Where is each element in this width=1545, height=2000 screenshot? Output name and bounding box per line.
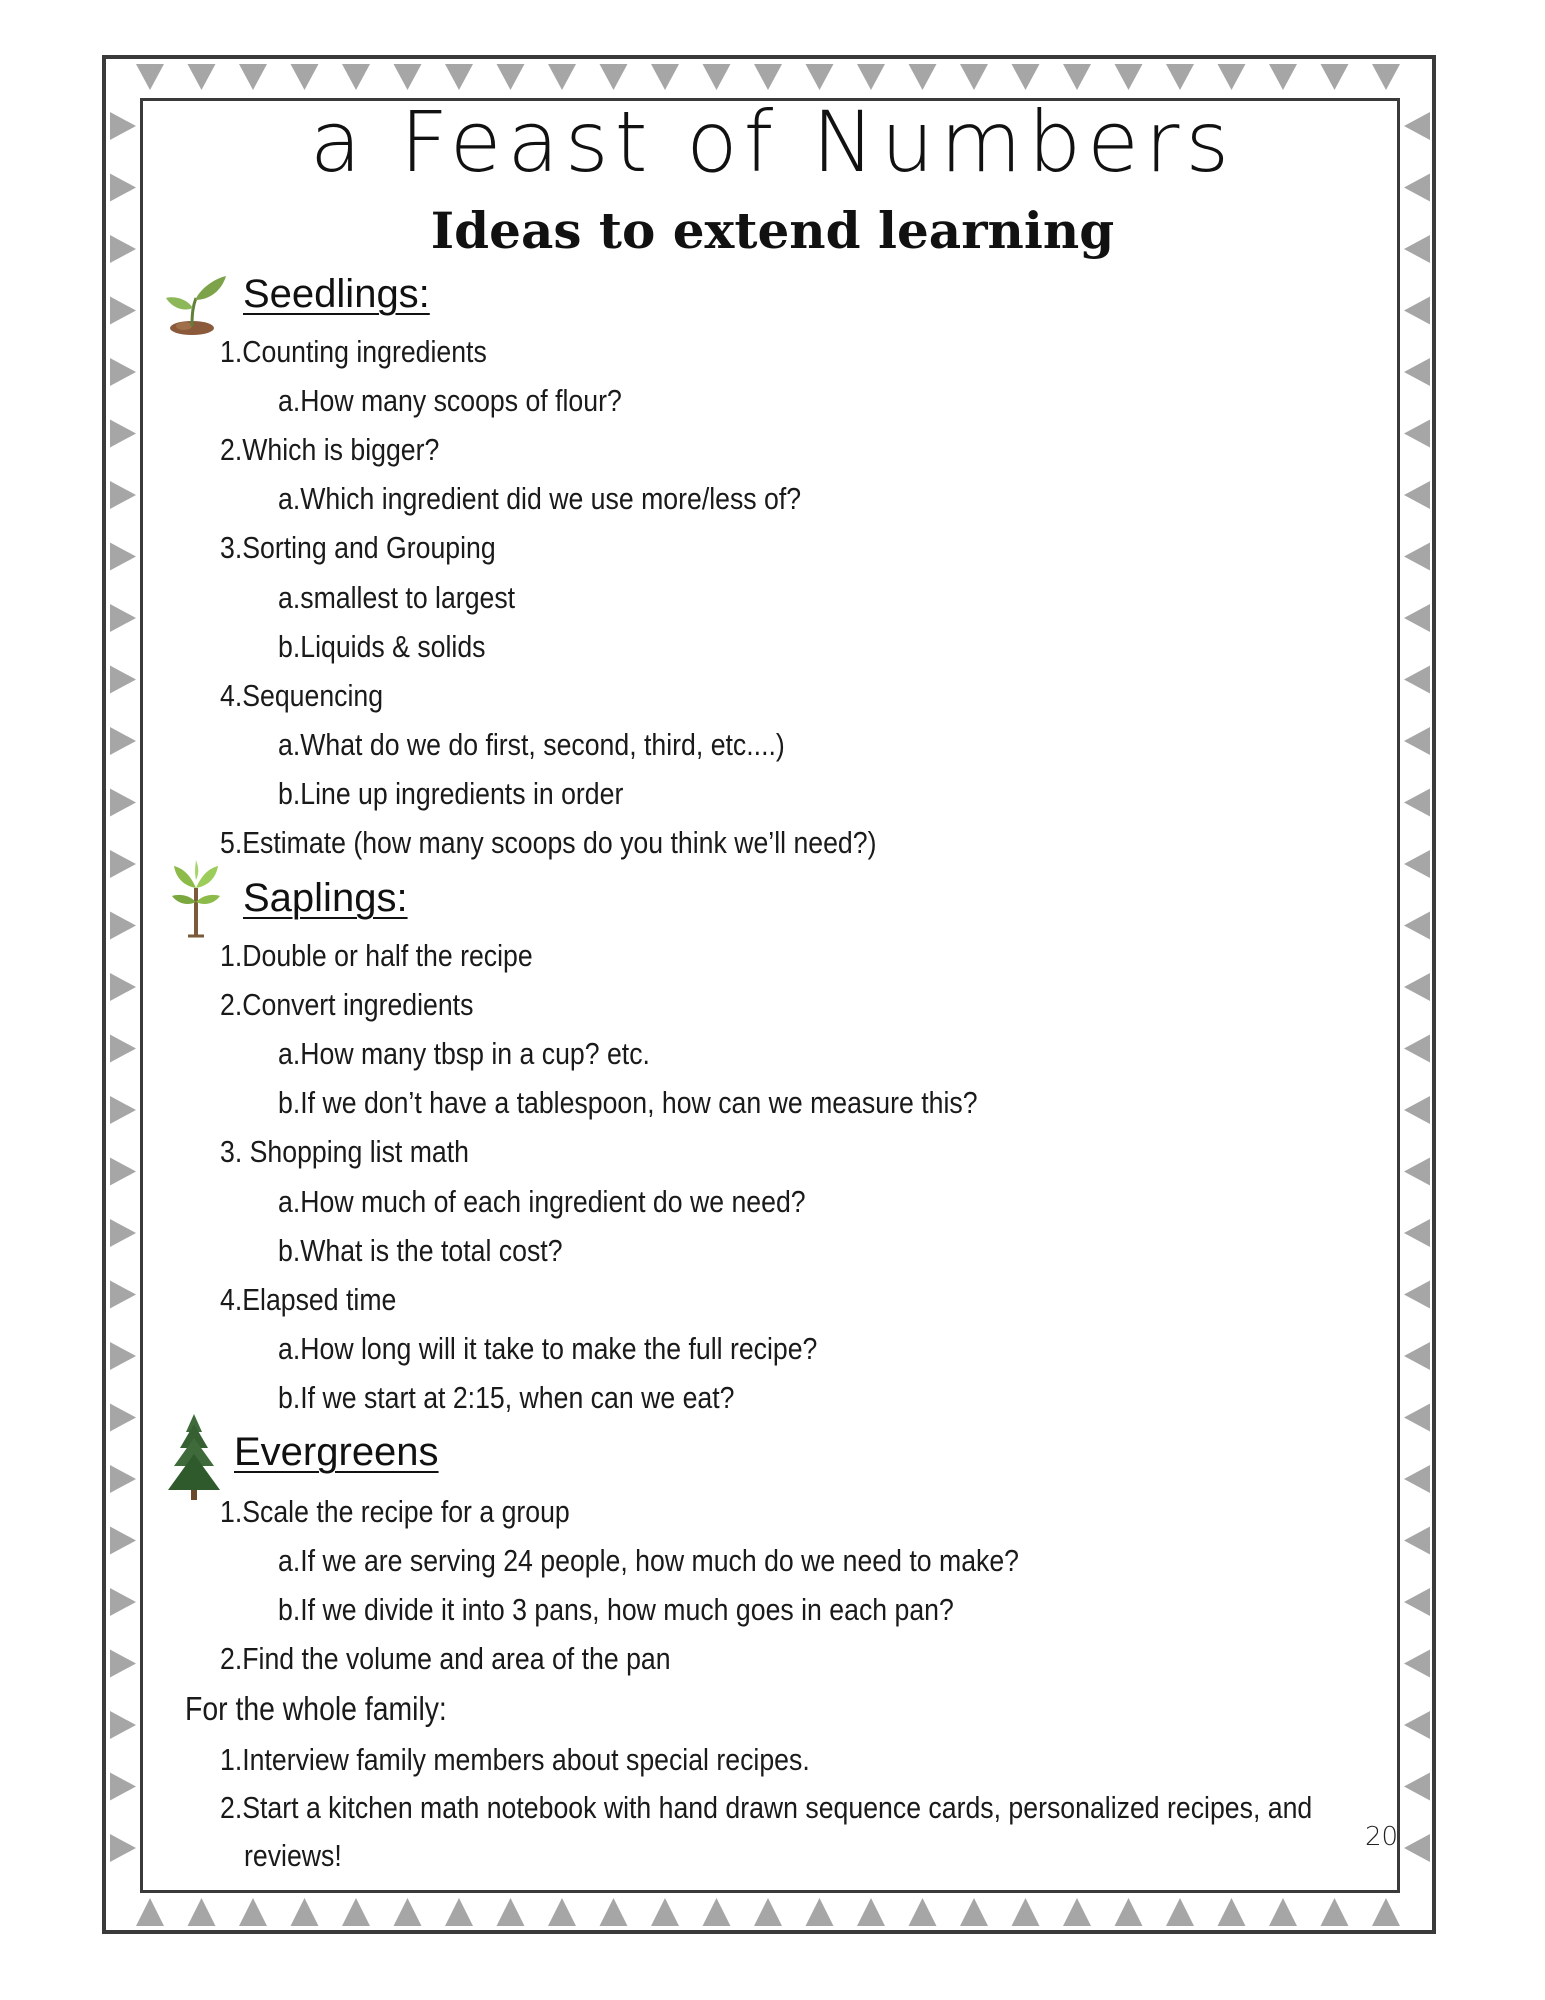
list-item	[220, 1281, 397, 1317]
sub-list-item	[278, 1543, 1020, 1579]
list-marker: b.	[278, 1085, 301, 1121]
list-item	[220, 1134, 469, 1170]
list-marker: 2.	[220, 987, 243, 1023]
list-item	[220, 1792, 1312, 1823]
list-marker: 1.	[220, 1494, 243, 1529]
list-text: Convert ingredients	[242, 987, 474, 1023]
list-text: What do we do first, second, third, etc....)	[300, 726, 785, 762]
list-text: Scale the recipe for a group	[242, 1494, 570, 1529]
list-marker: a.	[278, 1183, 301, 1219]
list-text: Which ingredient did we use more/less of?	[300, 481, 802, 517]
list-item	[220, 1496, 570, 1527]
list-marker: 2.	[220, 432, 243, 468]
list-text: Counting ingredients	[242, 334, 487, 369]
family-heading: For the whole family:	[185, 1690, 447, 1727]
list-marker: a.	[278, 1036, 301, 1072]
list-text: Interview family members about special recipes.	[242, 1742, 810, 1777]
list-text: Estimate (how many scoops do you think we’ll need?)	[242, 825, 877, 860]
list-marker: a.	[278, 1543, 301, 1579]
page-title: a Feast of Numbers	[309, 93, 1236, 191]
page-subtitle: Ideas to extend learning	[430, 201, 1115, 260]
list-marker: a.	[278, 383, 301, 419]
list-item	[220, 1641, 671, 1677]
list-marker: b.	[278, 1592, 301, 1628]
sapling-icon	[168, 858, 224, 938]
list-text: If we are serving 24 people, how much do we need to make?	[300, 1543, 1020, 1579]
list-marker: b.	[278, 775, 301, 811]
list-marker: a.	[278, 579, 301, 615]
list-text: Elapsed time	[242, 1281, 397, 1317]
list-text: What is the total cost?	[300, 1232, 563, 1268]
list-text: smallest to largest	[300, 579, 516, 615]
list-text: If we divide it into 3 pans, how much goes in each pan?	[300, 1592, 954, 1628]
evergreen-tree-icon	[164, 1412, 224, 1502]
sub-list-item	[278, 1330, 818, 1366]
list-text: reviews!	[244, 1838, 342, 1873]
list-text: Which is bigger?	[242, 432, 440, 468]
sub-list-item	[278, 579, 516, 615]
list-text: How many tbsp in a cup? etc.	[300, 1036, 650, 1072]
list-marker: 5.	[220, 825, 243, 860]
list-marker: 4.	[220, 677, 243, 713]
list-item	[220, 432, 440, 468]
sub-list-item	[278, 775, 624, 811]
list-marker: 3.	[220, 1134, 243, 1170]
list-marker: 1.	[220, 334, 243, 369]
list-text: Liquids & solids	[300, 628, 486, 664]
seedlings-heading: Seedlings:	[243, 272, 430, 316]
sub-list-item	[278, 1592, 954, 1628]
list-text: Sequencing	[242, 677, 384, 713]
list-marker: 2.	[220, 1641, 243, 1677]
sub-list-item	[278, 481, 802, 517]
seedling-icon	[162, 268, 232, 338]
list-marker: b.	[278, 1232, 301, 1268]
sub-list-item	[278, 628, 486, 664]
list-marker: 3.	[220, 530, 243, 566]
list-text: How many scoops of flour?	[300, 383, 622, 419]
list-text: If we start at 2:15, when can we eat?	[300, 1379, 735, 1415]
list-text: How much of each ingredient do we need?	[300, 1183, 806, 1219]
list-text: Find the volume and area of the pan	[242, 1641, 671, 1677]
list-item	[220, 530, 496, 566]
list-item	[220, 940, 533, 971]
list-item	[244, 1840, 342, 1871]
list-marker: a.	[278, 726, 301, 762]
list-marker: 4.	[220, 1281, 243, 1317]
list-item	[220, 987, 474, 1023]
sub-list-item	[278, 383, 622, 419]
sub-list-item	[278, 1085, 978, 1121]
list-item	[220, 677, 384, 713]
list-marker: 1.	[220, 938, 243, 973]
list-text: How long will it take to make the full recipe?	[300, 1330, 818, 1366]
list-text: Double or half the recipe	[242, 938, 533, 973]
list-text: If we don’t have a tablespoon, how can we measure this?	[300, 1085, 978, 1121]
list-marker: b.	[278, 1379, 301, 1415]
sub-list-item	[278, 1232, 563, 1268]
list-item	[220, 336, 487, 367]
sub-list-item	[278, 1183, 806, 1219]
list-text: Line up ingredients in order	[300, 775, 624, 811]
list-text: Start a kitchen math notebook with hand drawn sequence cards, personalized recipes, and	[242, 1790, 1313, 1825]
list-marker: a.	[278, 481, 301, 517]
list-marker: 1.	[220, 1742, 243, 1777]
list-text: Shopping list math	[242, 1134, 469, 1170]
list-item	[220, 827, 876, 858]
list-marker: b.	[278, 628, 301, 664]
list-marker: 2.	[220, 1790, 243, 1825]
sub-list-item	[278, 726, 785, 762]
sub-list-item	[278, 1036, 650, 1072]
list-marker: a.	[278, 1330, 301, 1366]
page-number: 20	[1365, 1822, 1399, 1852]
saplings-heading: Saplings:	[243, 876, 408, 920]
list-item	[220, 1744, 810, 1775]
evergreens-heading: Evergreens	[234, 1430, 439, 1474]
sub-list-item	[278, 1379, 735, 1415]
list-text: Sorting and Grouping	[242, 530, 496, 566]
